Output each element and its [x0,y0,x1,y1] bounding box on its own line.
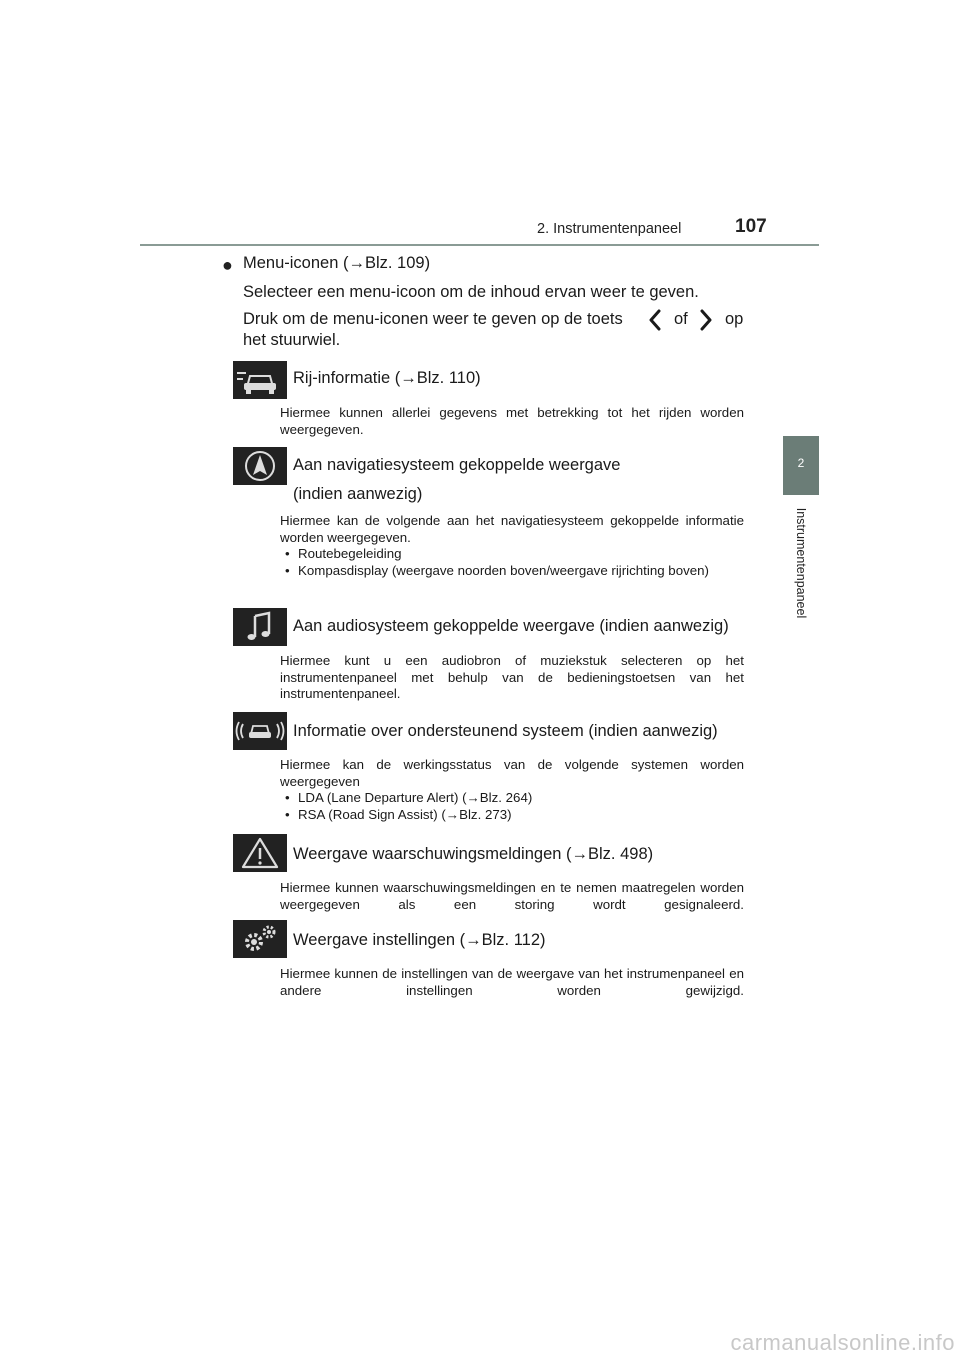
section-desc-navigation: Hiermee kan de volgende aan het navigatiesysteem gekoppelde informatie worden weergegeven. [280,513,744,545]
section-desc-settings: Hiermee kunnen de instellingen van de weergave van het instrumenpaneel en andere instellingen worden gewijzigd. [280,966,744,998]
gears-icon [233,920,287,958]
section-title-drive-info: Rij-informatie (→Blz. 110) [293,369,481,387]
intro-line-3: het stuurwiel. [243,331,341,349]
header-divider [140,244,819,246]
list-item: • RSA (Road Sign Assist) (→Blz. 273) [280,807,744,824]
chapter-tab-label: Instrumentenpaneel [794,507,808,619]
music-note-icon [233,608,287,646]
navigation-arrow-icon [233,447,287,485]
intro-title: Menu-iconen (→Blz. 109) [243,254,431,272]
running-header-title: 2. Instrumentenpaneel [537,221,682,237]
section-title-settings: Weergave instellingen (→Blz. 112) [293,931,546,949]
driving-support-icon [233,712,287,750]
list-item: • Routebegeleiding [280,546,744,563]
watermark: carmanualsonline.info [730,1330,955,1355]
intro-line-2-end: op [725,310,744,328]
chapter-tab-number: 2 [797,456,805,470]
section-desc-support: Hiermee kan de werkingsstatus van de volgende systemen worden weergegeven [280,757,744,789]
section-title-navigation: Aan navigatiesysteem gekoppelde weergave [293,456,621,474]
navigation-bullet-list [280,546,744,579]
intro-bullet-icon: ● [222,255,233,275]
chevron-left-icon [648,309,662,331]
intro-line-1: Selecteer een menu-icoon om de inhoud ervan weer te geven. [243,283,699,301]
list-item: • Kompasdisplay (weergave noorden boven/weergave rijrichting boven) [280,563,744,580]
car-icon [233,361,287,399]
warning-triangle-icon [233,834,287,872]
support-bullet-list [280,790,744,823]
section-desc-audio: Hiermee kunt u een audiobron of muziekstuk selecteren op het instrumentenpaneel met behulp van de bedieningstoetsen van het instrumentenpaneel. [280,653,744,701]
section-body-support [280,757,744,823]
intro-line-2-start: Druk om de menu-iconen weer te geven op de toets [243,310,623,328]
section-title-support: Informatie over ondersteunend systeem (indien aanwezig) [293,722,718,740]
section-title-audio: Aan audiosysteem gekoppelde weergave (indien aanwezig) [293,617,729,635]
section-desc-drive-info: Hiermee kunnen allerlei gegevens met betrekking tot het rijden worden weergegeven. [280,405,744,437]
section-body-navigation [280,513,744,579]
section-title-navigation-line2: (indien aanwezig) [293,485,423,503]
page-number: 107 [735,216,767,237]
section-title-warnings: Weergave waarschuwingsmeldingen (→Blz. 498) [293,845,654,863]
intro-line-2-or: of [674,310,688,328]
list-item: • LDA (Lane Departure Alert) (→Blz. 264) [280,790,744,807]
chevron-right-icon [699,309,713,331]
section-desc-warnings: Hiermee kunnen waarschuwingsmeldingen en te nemen maatregelen worden weergegeven als een storing wordt gesignaleerd. [280,880,744,912]
